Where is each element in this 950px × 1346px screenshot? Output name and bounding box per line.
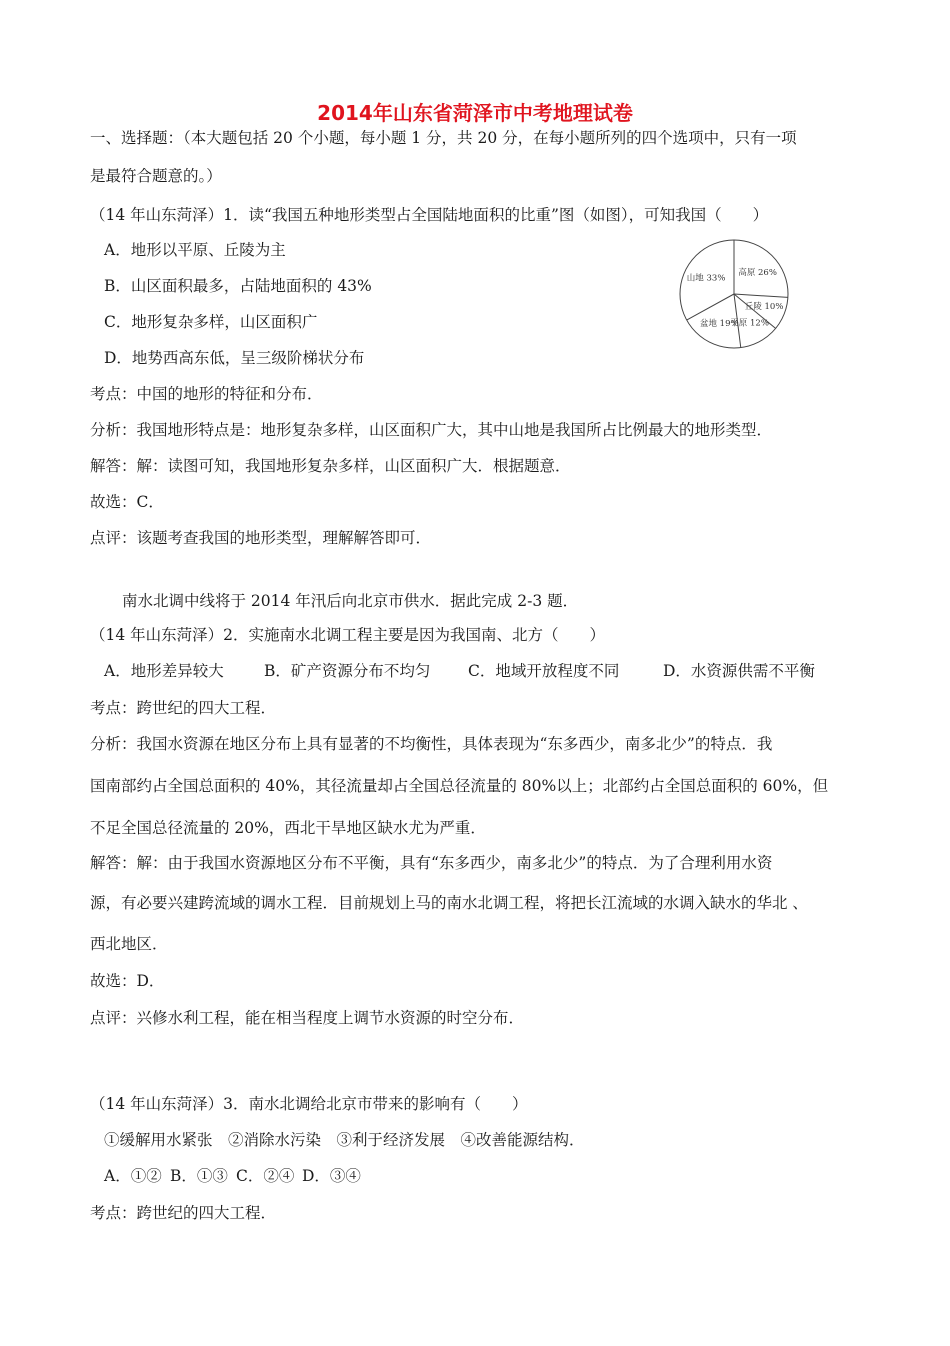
q2-jieda-1: 解答：解：由于我国水资源地区分布不平衡，具有“东多西少，南多北少”的特点．为了合理利用水资 bbox=[90, 854, 773, 872]
pie-svg bbox=[676, 238, 792, 350]
q2-fenxi-3: 不足全国总径流量的 20%，西北干旱地区缺水尤为严重． bbox=[90, 819, 486, 837]
pie-label-3: 平原 12% bbox=[730, 318, 769, 329]
q2-jieda-3: 西北地区． bbox=[90, 935, 168, 953]
q3-option-d: D．③④ bbox=[302, 1167, 361, 1185]
q2-guxuan: 故选：D． bbox=[90, 972, 165, 990]
q2-jieda-2: 源，有必要兴建跨流域的调水工程．目前规划上马的南水北调工程，将把长江流域的水调入缺水的华北 、 bbox=[90, 894, 808, 912]
page-title: 2014年山东省菏泽市中考地理试卷 bbox=[317, 101, 633, 125]
q2-option-c: C．地域开放程度不同 bbox=[468, 662, 620, 680]
q1-option-b: B．山区面积最多，占陆地面积的 43% bbox=[104, 277, 372, 295]
q1-fenxi: 分析：我国地形特点是：地形复杂多样，山区面积广大，其中山地是我国所占比例最大的地形类型． bbox=[90, 421, 773, 439]
q1-option-a: A．地形以平原、丘陵为主 bbox=[104, 241, 286, 259]
q1-jieda: 解答：解：读图可知，我国地形复杂多样，山区面积广大．根据题意． bbox=[90, 457, 571, 475]
pie-label-0: 山地 33% bbox=[686, 273, 726, 284]
q2-fenxi-2: 国南部约占全国总面积的 40%，其径流量却占全国总径流量的 80%以上；北部约占全国总面积的 60%，但 bbox=[90, 777, 829, 795]
q1-dianping: 点评：该题考查我国的地形类型，理解解答即可． bbox=[90, 529, 432, 547]
q2-options bbox=[104, 661, 815, 681]
intro-2-3: 南水北调中线将于 2014 年汛后向北京市供水．据此完成 2-3 题． bbox=[122, 592, 579, 610]
q2-kaodian: 考点：跨世纪的四大工程． bbox=[90, 699, 277, 717]
q1-guxuan: 故选：C． bbox=[90, 493, 164, 511]
q2-fenxi-1: 分析：我国水资源在地区分布上具有显著的不均衡性，具体表现为“东多西少，南多北少”的特点．我 bbox=[90, 735, 773, 753]
q2-stem: （14 年山东菏泽）2．实施南水北调工程主要是因为我国南、北方（ ） bbox=[90, 626, 606, 644]
q2-option-d: D．水资源供需不平衡 bbox=[663, 662, 815, 680]
pie-label-1: 高原 26% bbox=[738, 267, 777, 278]
q1-option-c: C．地形复杂多样，山区面积广 bbox=[104, 313, 318, 331]
pie-label-4: 盆地 19% bbox=[699, 318, 739, 329]
q3-option-c: C．②④ bbox=[236, 1167, 295, 1185]
q3-option-a: A．①② bbox=[104, 1167, 162, 1185]
landform-pie-chart bbox=[676, 238, 792, 350]
q2-option-b: B．矿产资源分布不均匀 bbox=[264, 662, 431, 680]
q3-options bbox=[104, 1166, 361, 1186]
q3-stem: （14 年山东菏泽）3．南水北调给北京市带来的影响有（ ） bbox=[90, 1095, 528, 1113]
q3-items: ①缓解用水紧张 ②消除水污染 ③利于经济发展 ④改善能源结构． bbox=[104, 1131, 585, 1149]
section-header-line2: 是最符合题意的。） bbox=[90, 167, 222, 185]
q2-option-a: A．地形差异较大 bbox=[104, 662, 224, 680]
pie-label-2: 丘陵 10% bbox=[744, 301, 784, 312]
q3-kaodian: 考点：跨世纪的四大工程． bbox=[90, 1204, 277, 1222]
q3-option-b: B．①③ bbox=[170, 1167, 228, 1185]
q1-kaodian: 考点：中国的地形的特征和分布． bbox=[90, 385, 323, 403]
section-header-line1: 一、选择题：（本大题包括 20 个小题，每小题 1 分，共 20 分，在每小题所列的四个选项中，只有一项 bbox=[90, 129, 797, 147]
q1-stem: （14 年山东菏泽）1．读“我国五种地形类型占全国陆地面积的比重”图（如图），可知我国（ ） bbox=[90, 206, 769, 224]
q1-option-d: D．地势西高东低，呈三级阶梯状分布 bbox=[104, 349, 365, 367]
q2-dianping: 点评：兴修水利工程，能在相当程度上调节水资源的时空分布． bbox=[90, 1009, 525, 1027]
